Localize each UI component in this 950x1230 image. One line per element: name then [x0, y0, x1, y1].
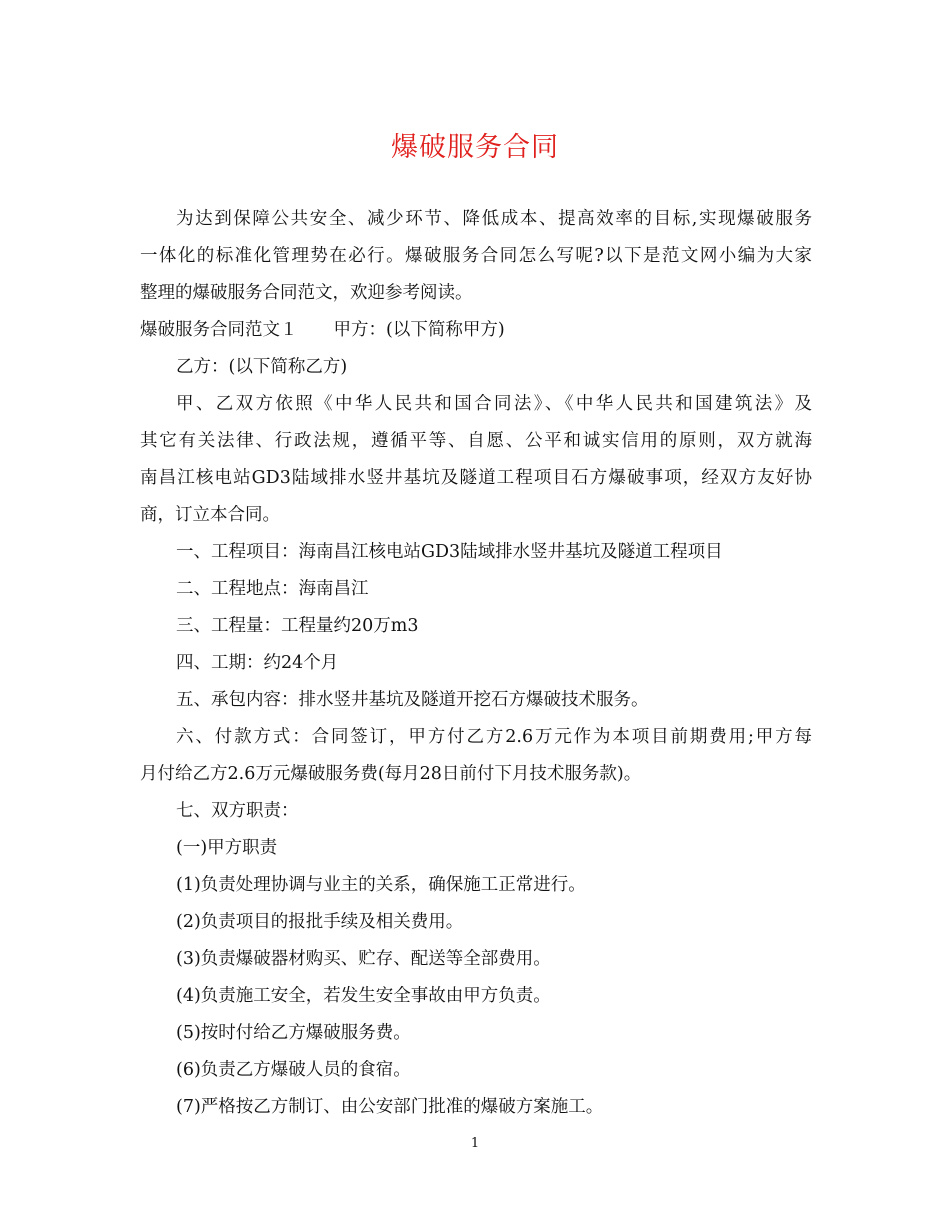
- duty-item: (4)负责施工安全，若发生安全事故由甲方负责。: [176, 986, 551, 1006]
- intro-line: 为达到保障公共安全、减少环节、降低成本、提高效率的目标,实现爆破服务: [176, 209, 812, 229]
- clause-line: 二、工程地点：海南昌江: [176, 579, 369, 599]
- duty-item: (7)严格按乙方制订、由公安部门批准的爆破方案施工。: [176, 1097, 604, 1117]
- party-b-line: 乙方：(以下简称乙方): [176, 357, 348, 377]
- duty-item: (1)负责处理协调与业主的关系，确保施工正常进行。: [176, 875, 586, 895]
- preamble-line: 其它有关法律、行政法规，遵循平等、自愿、公平和诚实信用的原则，双方就海: [140, 431, 812, 451]
- page-number: 1: [470, 1136, 480, 1151]
- sample-heading: 爆破服务合同范文１: [140, 320, 298, 340]
- document-body: [140, 201, 812, 1126]
- preamble-line: 甲、乙双方依照《中华人民共和国合同法》、《中华人民共和国建筑法》及: [176, 394, 812, 414]
- duty-item: (2)负责项目的报批手续及相关费用。: [176, 912, 464, 932]
- clause-line: 五、承包内容：排水竖井基坑及隧道开挖石方爆破技术服务。: [176, 690, 649, 710]
- clause-line: 一、工程项目：海南昌江核电站GD3陆域排水竖井基坑及隧道工程项目: [176, 542, 723, 562]
- duty-item: (6)负责乙方爆破人员的食宿。: [176, 1060, 411, 1080]
- clause-line: 三、工程量：工程量约20万m3: [176, 616, 419, 636]
- preamble-line: 南昌江核电站GD3陆域排水竖井基坑及隧道工程项目石方爆破事项，经双方友好协: [140, 468, 812, 488]
- party-a-line: 甲方：(以下简称甲方): [333, 320, 505, 340]
- duty-item: (3)负责爆破器材购买、贮存、配送等全部费用。: [176, 949, 551, 969]
- party-a-duties-heading: (一)甲方职责: [176, 838, 278, 858]
- sample-heading-line: [140, 312, 812, 349]
- intro-line: 整理的爆破服务合同范文，欢迎参考阅读。: [140, 283, 473, 303]
- clause-line: 四、工期：约24个月: [176, 653, 339, 673]
- duties-heading: 七、双方职责：: [176, 801, 299, 821]
- payment-line: 月付给乙方2.6万元爆破服务费(每月28日前付下月技术服务款)。: [140, 764, 642, 784]
- payment-line: 六、付款方式：合同签订，甲方付乙方2.6万元作为本项目前期费用;甲方每: [176, 727, 812, 747]
- document-title: 爆破服务合同: [391, 132, 559, 163]
- preamble-line: 商，订立本合同。: [140, 505, 280, 525]
- duty-item: (5)按时付给乙方爆破服务费。: [176, 1023, 411, 1043]
- intro-line: 一体化的标准化管理势在必行。爆破服务合同怎么写呢?以下是范文网小编为大家: [140, 246, 812, 266]
